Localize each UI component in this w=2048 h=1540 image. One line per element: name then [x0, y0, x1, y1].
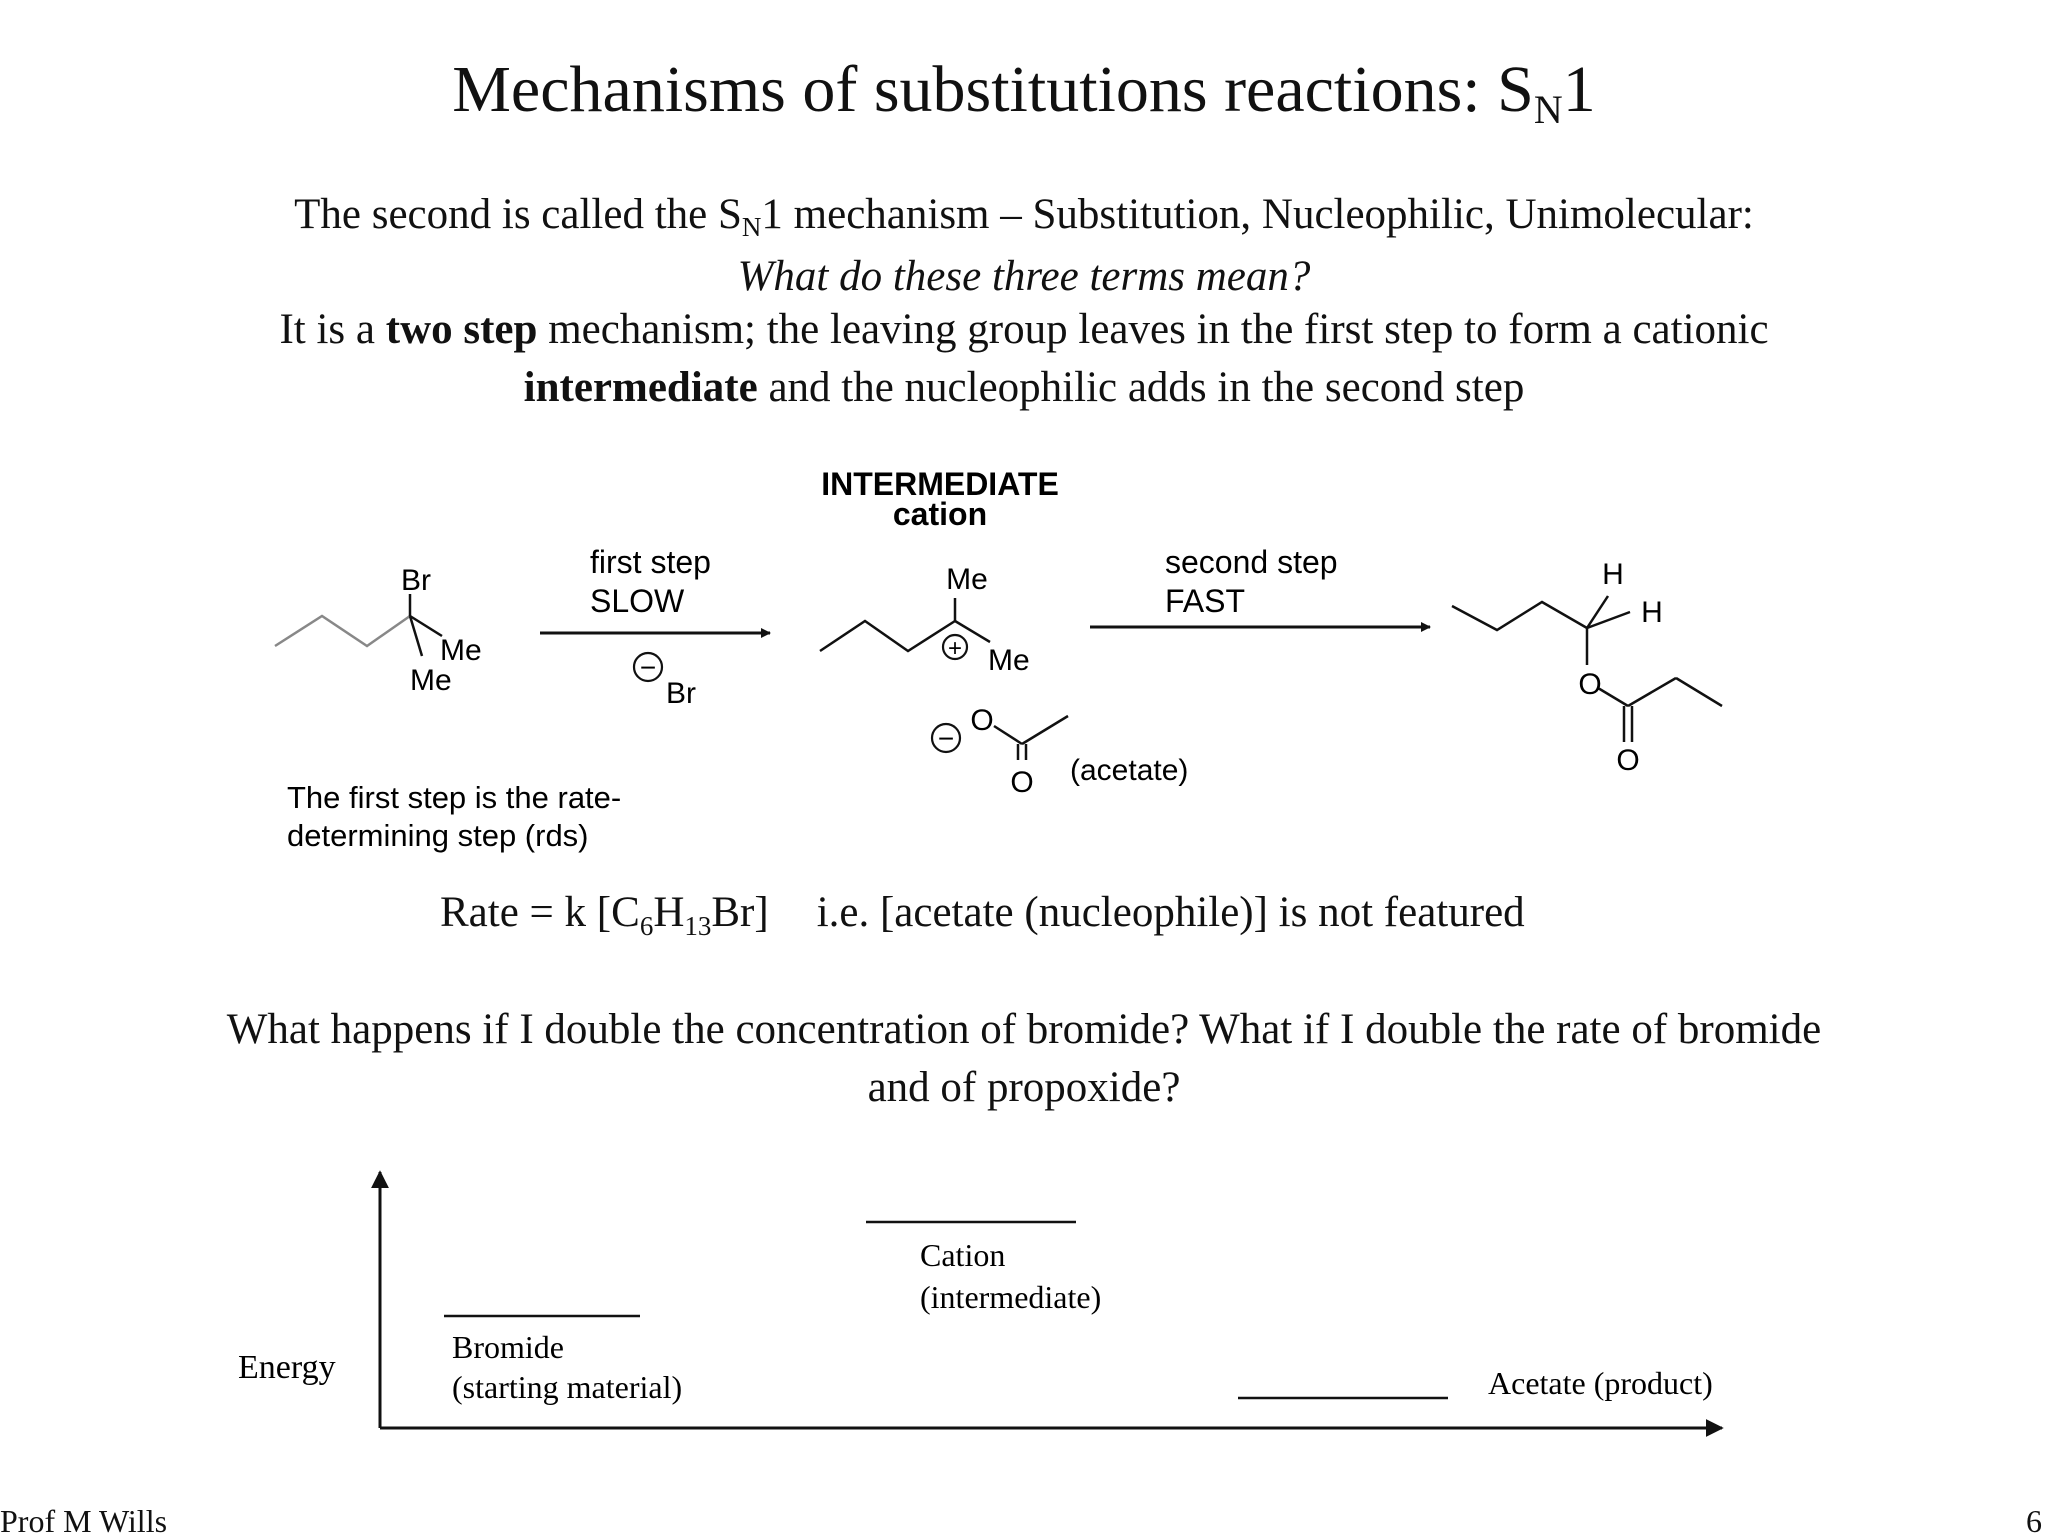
bromide-br-label: Br	[401, 564, 431, 597]
bromide-level-name: Bromide	[452, 1329, 564, 1365]
rds-note-line-1: The first step is the rate-	[287, 780, 622, 815]
footer-author: Prof M Wills	[0, 1503, 168, 1539]
minus-sign: −	[639, 652, 657, 683]
cation-me-label: Me	[988, 644, 1030, 677]
cation-level-name: Cation	[920, 1237, 1006, 1273]
question-line-2: and of propoxide?	[867, 1064, 1181, 1111]
acetate-o-label: O	[970, 704, 994, 737]
plus-sign: +	[947, 635, 963, 662]
bromide-level-desc: (starting material)	[452, 1369, 683, 1405]
second-step-speed: FAST	[1165, 583, 1246, 619]
bromide-me-label: Me	[410, 664, 452, 697]
bromide-molecule	[275, 594, 442, 656]
acetate-molecule	[994, 716, 1068, 760]
acetate-carbonyl-o: O	[1010, 766, 1034, 799]
product-h-label: H	[1602, 558, 1624, 591]
intro-line-1: The second is called the $S_N1$ mechanism – Substitution, Nucleophilic, Unimolecular:	[294, 191, 1754, 242]
bromide-me-label: Me	[440, 634, 482, 667]
rate-equation: Rate = k $[C_6H_{13}Br]$ i.e. [acetate (nucleophile)] is not featured	[440, 889, 1525, 941]
energy-diagram	[0, 1150, 2048, 1480]
product-h-label: H	[1641, 596, 1663, 629]
product-carbonyl-o: O	[1616, 744, 1640, 777]
reaction-scheme	[0, 440, 2048, 860]
acetate-label: (acetate)	[1070, 754, 1189, 787]
second-step-label: second step	[1165, 544, 1338, 580]
intro-question: What do these three terms mean?	[737, 253, 1311, 300]
cation-level-desc: (intermediate)	[920, 1279, 1102, 1315]
minus-sign: −	[937, 723, 955, 754]
energy-axis-label: Energy	[238, 1349, 336, 1386]
first-step-speed: SLOW	[590, 583, 685, 619]
page-number: 6	[2026, 1503, 2042, 1539]
intermediate-subheading: cation	[892, 496, 988, 532]
rate-note: i.e. [acetate (nucleophile)] is not featured	[816, 889, 1525, 936]
product-o-label: O	[1578, 668, 1602, 701]
question-line-1: What happens if I double the concentration of bromide? What if I double the rate of bromide	[226, 1006, 1822, 1053]
intro-line-3: It is a two step mechanism; the leaving group leaves in the first step to form a cationic	[279, 306, 1769, 353]
bromide-ion-label: Br	[666, 677, 696, 710]
cation-me-label: Me	[946, 563, 988, 596]
slide-title: Mechanisms of substitutions reactions: $S_N1$	[452, 53, 1596, 132]
first-step-label: first step	[590, 544, 711, 580]
intermediate-heading: INTERMEDIATE	[821, 466, 1059, 502]
intro-line-4: intermediate and the nucleophilic adds in the second step	[523, 364, 1525, 411]
rds-note-line-2: determining step (rds)	[287, 818, 589, 853]
acetate-level-name: Acetate (product)	[1488, 1365, 1713, 1401]
